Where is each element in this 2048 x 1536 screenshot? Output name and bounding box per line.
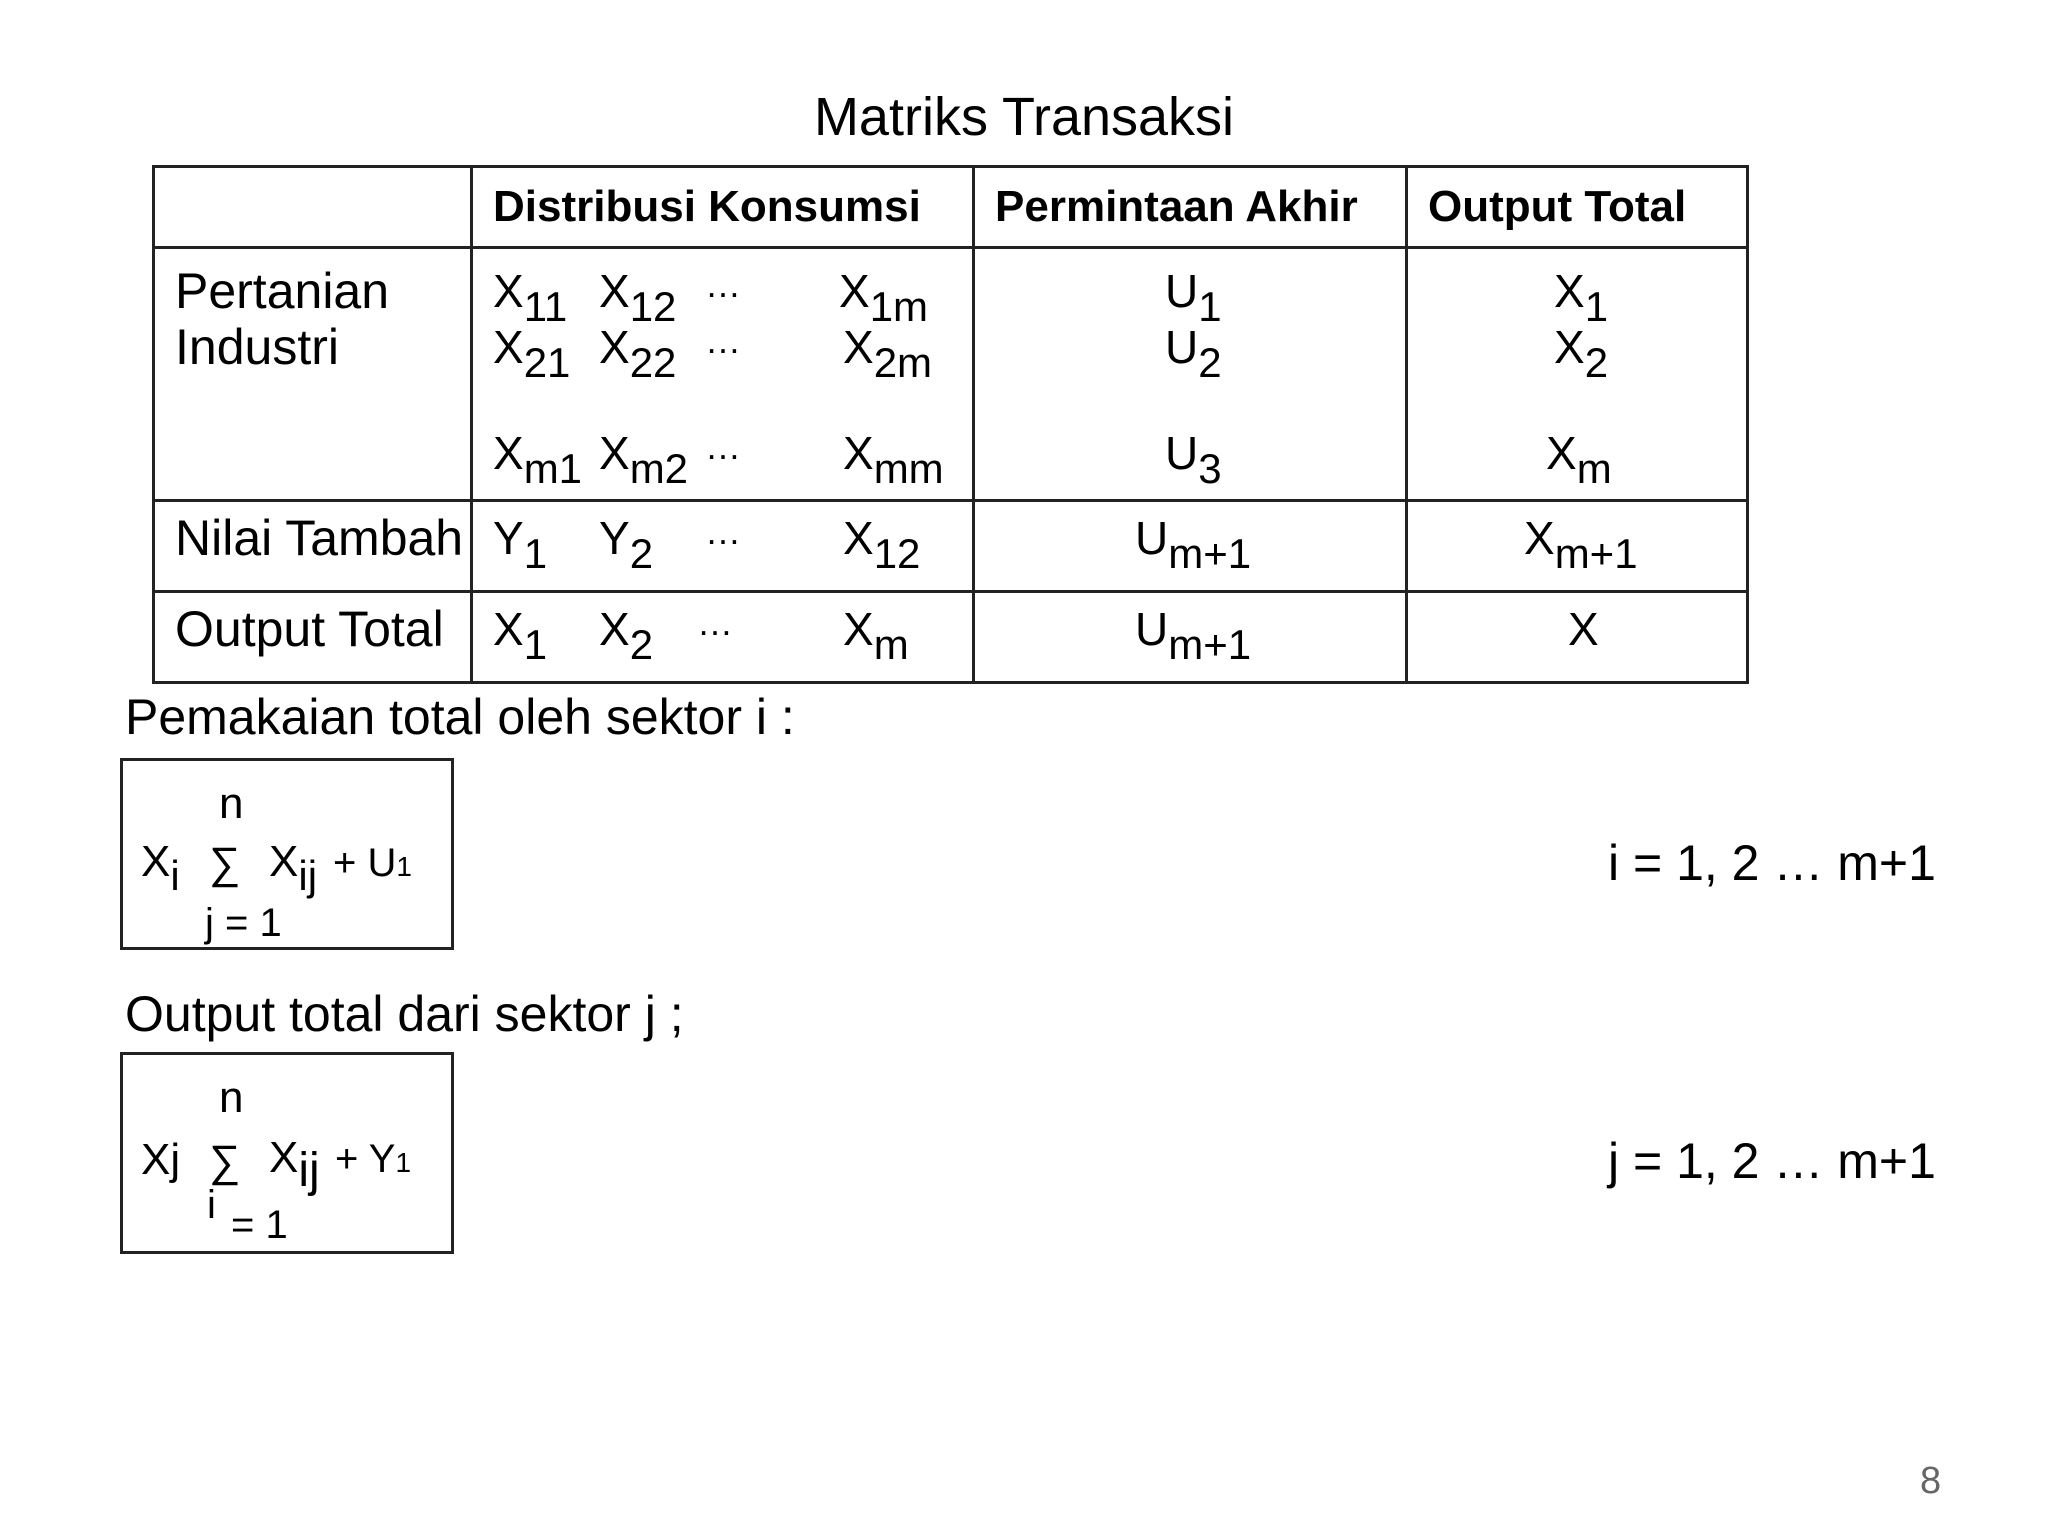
symbol-y2: $Y_2$ [599, 512, 654, 577]
cell-distribusi-output-total [472, 592, 974, 683]
formula1-heading: Pemakaian total oleh sektor i : [125, 689, 795, 745]
symbol-um1: $U_{m+1}$ [1135, 512, 1252, 577]
formula2-plus-term: + Y1 [335, 1137, 412, 1181]
symbol-xm2: $X_{m2}$ [599, 427, 689, 492]
transaction-matrix [152, 165, 1749, 684]
symbol-um1: $U_{m+1}$ [1135, 603, 1252, 668]
formula2-term: $X_{ij}$ [269, 1133, 320, 1197]
row-label-output-total: Output Total [154, 592, 472, 683]
symbol-xm1: $X_{m+1}$ [1524, 512, 1638, 577]
ellipsis: … [705, 320, 741, 361]
table-row-sectors [154, 248, 1748, 501]
page-title: Matriks Transaksi [813, 87, 1235, 147]
symbol-x: X [1568, 603, 1599, 655]
symbol-u3: $U_3$ [1165, 427, 1222, 492]
symbol-x11: $X_{11}$ [493, 265, 568, 330]
symbol-x1m: $X_{1m}$ [839, 265, 929, 330]
cell-permintaan-nilai-tambah [974, 501, 1407, 592]
sigma-icon: ∑ [209, 1137, 241, 1186]
formula2-lhs: Xj [141, 1135, 181, 1184]
formula1-upper-limit: n [219, 779, 244, 828]
cell-distribusi-nilai-tambah [472, 501, 974, 592]
formula2-heading: Output total dari sektor j ; [125, 986, 684, 1042]
formula2-lower-limit-value: = 1 [231, 1203, 288, 1247]
formula1-lhs: $X_i$ [141, 837, 180, 899]
symbol-y1: $Y_1$ [493, 512, 548, 577]
symbol-xm: $X_m$ [1546, 427, 1612, 492]
cell-distribusi-sectors [472, 248, 974, 501]
header-output-total: Output Total [1407, 167, 1748, 248]
table-header-row [154, 167, 1748, 248]
symbol-x1: $X_1$ [493, 603, 548, 668]
cell-permintaan-output-total [974, 592, 1407, 683]
formula2-range: j = 1, 2 … m+1 [1608, 1133, 1936, 1189]
symbol-xm1: $X_{m1}$ [493, 427, 583, 492]
sigma-icon: ∑ [209, 839, 241, 888]
ellipsis: … [705, 264, 741, 305]
formula1-term: $X_{ij}$ [269, 837, 318, 899]
page-number: 8 [1920, 1460, 1942, 1502]
formula2-lower-limit-var: i [207, 1183, 216, 1227]
symbol-x22: $X_{22}$ [599, 321, 677, 386]
row-label-pertanian: Pertanian [175, 263, 390, 319]
symbol-xmm: $X_{mm}$ [843, 427, 944, 492]
symbol-x12: $X_{12}$ [599, 265, 677, 330]
row-label-nilai-tambah: Nilai Tambah [154, 501, 472, 592]
table-row-output-total [154, 592, 1748, 683]
ellipsis: … [705, 511, 741, 552]
row-label-sectors [154, 248, 472, 501]
symbol-u2: $U_2$ [1165, 321, 1222, 386]
header-empty [154, 167, 472, 248]
formula1-range: i = 1, 2 … m+1 [1608, 835, 1936, 891]
symbol-x1: $X_1$ [1554, 265, 1609, 330]
symbol-x12: $X_{12}$ [843, 512, 921, 577]
ellipsis: … [697, 602, 733, 643]
symbol-x2: $X_2$ [599, 603, 654, 668]
cell-output-output-total [1407, 592, 1748, 683]
cell-permintaan-sectors [974, 248, 1407, 501]
formula2-upper-limit: n [219, 1073, 244, 1122]
ellipsis: … [705, 426, 741, 467]
symbol-x2m: $X_{2m}$ [843, 321, 933, 386]
symbol-x21: $X_{21}$ [493, 321, 571, 386]
formula1-lower-limit: j = 1 [205, 901, 282, 945]
row-label-industri: Industri [175, 319, 339, 375]
formula1-box [120, 758, 454, 950]
symbol-xm: $X_m$ [843, 603, 909, 668]
table-row-nilai-tambah [154, 501, 1748, 592]
header-permintaan-akhir: Permintaan Akhir [974, 167, 1407, 248]
symbol-x2: $X_2$ [1554, 321, 1609, 386]
symbol-u1: $U_1$ [1165, 265, 1222, 330]
cell-output-sectors [1407, 248, 1748, 501]
formula1-plus-term: + U1 [333, 841, 412, 885]
header-distribusi-konsumsi: Distribusi Konsumsi [472, 167, 974, 248]
formula2-box [120, 1052, 454, 1254]
cell-output-nilai-tambah [1407, 501, 1748, 592]
